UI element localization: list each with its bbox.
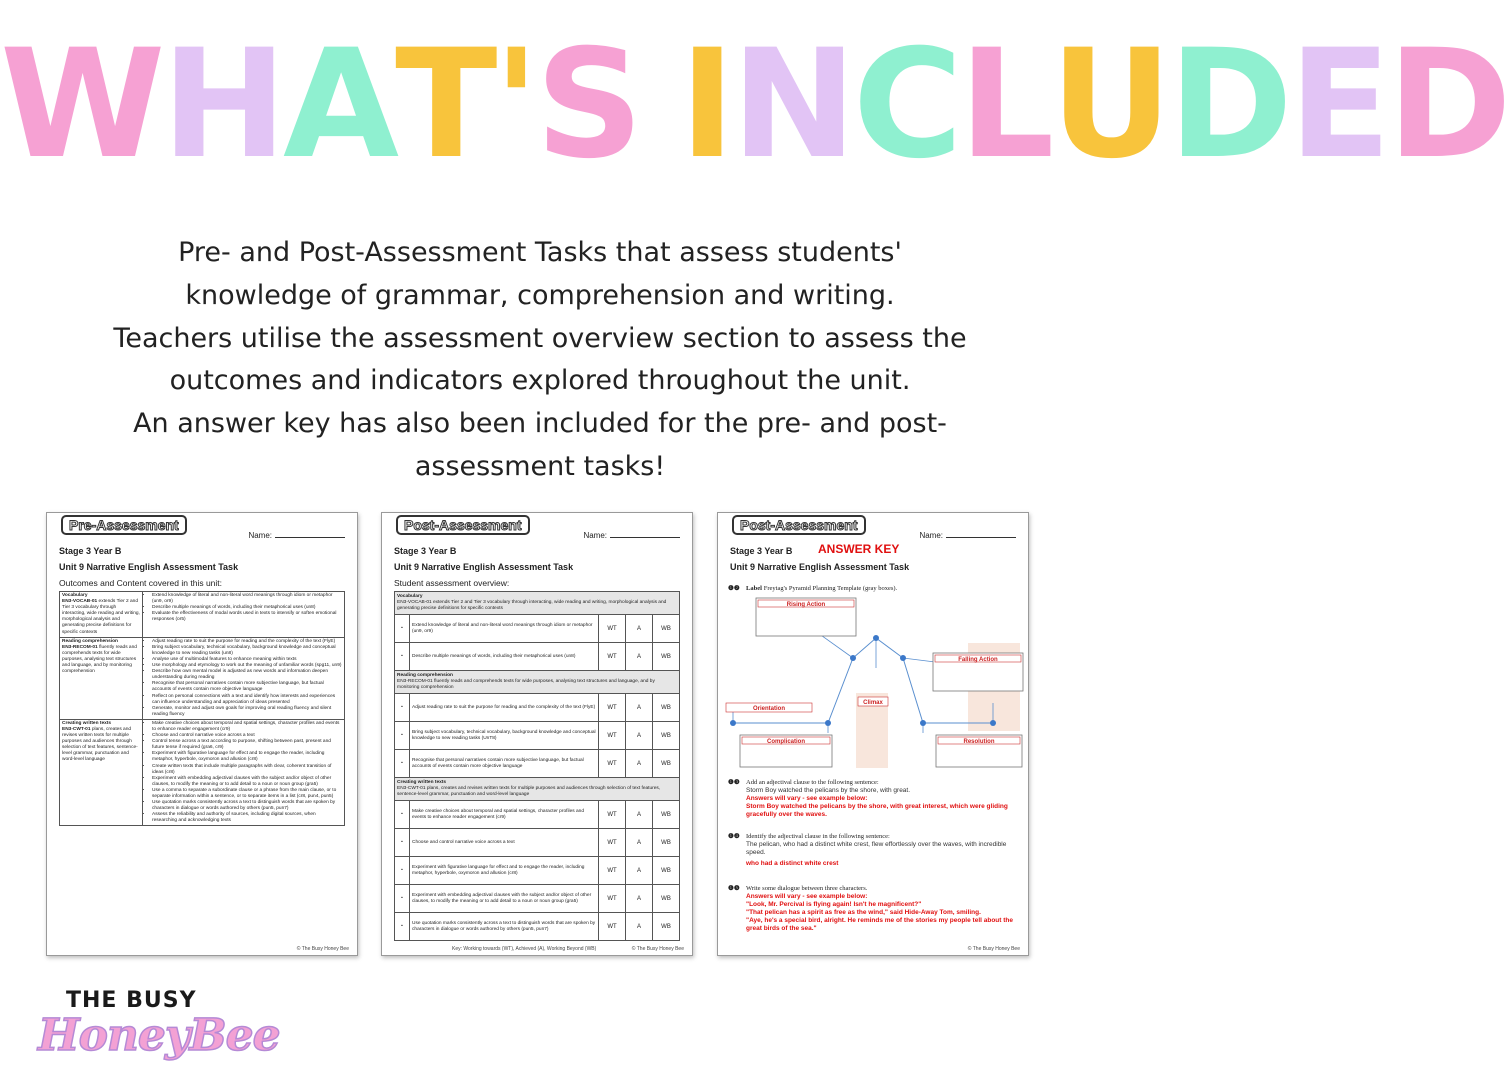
question-4: ❶❹ Identify the adjectival clause in the following sentence: The pelican, who had a distinct white crest, flew effortlessly over the waves, with incredible speed. who had a distinct white crest [728, 833, 1007, 867]
question-5: ❶❺ Write some dialogue between three characters. Answers will vary - see example below: "Look, Mr. Percival is flying again! Isn't he magnificent?" "That pelican has a spirit as free as the wind," said Hide-Away Tom, smiling. "Aye, he's a special bird, alright. He reminds me of the stories my people tell about the great birds of the sea." [728, 885, 1013, 932]
sheet-subtitle: Outcomes and Content covered in this unit: [59, 578, 223, 588]
indicator-row: • Make creative choices about temporal and spatial settings, character profiles and events to enhance reader engagement (cr9) WT A WB [395, 801, 680, 829]
copyright: © The Busy Honey Bee [296, 946, 349, 952]
outcome-row: Reading comprehension EN3-RECOM-01 fluently reads and comprehends texts for wide purposes, analysing text structures and language, and by monitoring comprehension • Adjust reading rate to suit the purpose for reading and the complexity of the text (FlyE) • Bring subject vocabulary, technical vocabulary, background knowledge and conceptual knowledge to new reading tasks (un8) • Analyse use of multimodal features to enhance meaning within texts • Use morphology and etymology to work out the meaning of unfamiliar words (spg11, un9) • Describe how own mental model is adjusted as new words and information deepen understanding during reading • Recognise that personal narratives contain more subjective language, but factual accounts of events contain more objective language • Reflect on personal connections with a text and identify how interests and experiences can influence understanding and appreciation of ideas presented • Generate, monitor and adjust own goals for improving oral reading fluency and silent reading fluency [60, 637, 345, 719]
indicator-row: • Describe multiple meanings of words, including their metaphorical uses (un8) WT A WB [395, 643, 680, 671]
sheet-subtitle: Student assessment overview: [394, 578, 510, 588]
headline-letter: H [161, 18, 284, 192]
headline-letter: L [958, 18, 1051, 192]
diagram-label: Rising Action [786, 602, 826, 608]
indicator-row: • Use quotation marks consistently across a text to distinguish words that are spoken by characters in dialogue or words authored by others (pun5, pun7) WT A WB [395, 913, 680, 941]
sheet-tag: Post-Assessment [396, 515, 530, 535]
description-line: Pre- and Post-Assessment Tasks that assess students' [178, 237, 902, 268]
sheet-tag: Post-Assessment [732, 515, 866, 535]
copyright: © The Busy Honey Bee [967, 946, 1020, 952]
score-key: Key: Working towards (WT), Achieved (A), Working Beyond (WB) [452, 946, 597, 952]
section-header-row: Reading comprehension EN3-RECOM-01 fluently reads and comprehends texts for wide purposes, analysing text structures and language, and by monitoring comprehension [395, 671, 680, 694]
answer-key-label: ANSWER KEY [818, 542, 900, 556]
stage-label: Stage 3 Year B [59, 546, 122, 556]
sheet-tag: Pre-Assessment [61, 515, 187, 535]
post-assessment-sheet [381, 512, 693, 956]
indicator-row: • Choose and control narrative voice across a text WT A WB [395, 829, 680, 857]
indicator-row: • Adjust reading rate to suit the purpose for reading and the complexity of the text (FlyE) WT A WB [395, 694, 680, 722]
description-line: An answer key has also been included for the pre- and post- [133, 408, 947, 440]
headline [0, 18, 1508, 192]
indicator-row: • Experiment with embedding adjectival clauses with the subject and/or object of other clauses, to modify the meaning or to add detail to a noun or noun group (gra5) WT A WB [395, 885, 680, 913]
indicator-row: • Bring subject vocabulary, technical vocabulary, background knowledge and conceptual knowledge to new reading tasks (UnT8) WT A WB [395, 722, 680, 750]
headline-letter: C [852, 18, 959, 192]
question-3: ❶❸ Add an adjectival clause to the following sentence: Storm Boy watched the pelicans by the shore, with great. Answers will vary - see example below: Storm Boy watched the pelicans by the shore, with great interest, which were gliding gracefully over the waves. [728, 779, 1008, 818]
headline-letter: A [283, 18, 396, 192]
freytag-pyramid-diagram [718, 593, 1028, 768]
indicator-row: • Experiment with figurative language for effect and to engage the reader, including metaphor, hyperbole, oxymoron and allusion (cr8) WT A WB [395, 857, 680, 885]
copyright: © The Busy Honey Bee [631, 946, 684, 952]
headline-letter: U [1050, 18, 1169, 192]
diagram-label: Falling Action [958, 657, 998, 663]
description-line: knowledge of grammar, comprehension and writing. [185, 279, 895, 311]
answer-key-sheet [717, 512, 1029, 956]
unit-title: Unit 9 Narrative English Assessment Task [730, 562, 910, 572]
logo-line-1: THE BUSY [66, 988, 197, 1013]
headline-letter: D [1168, 18, 1289, 192]
outcome-row: Creating written texts EN3-CWT-01 plans, creates and revises written texts for multiple purposes and audiences through selection of text features, sentence-level grammar, punctuation and word-level language • Make creative choices about temporal and spatial settings, character profiles and events to enhance reader engagement (cr9) • Choose and control narrative voice across a text • Control tense across a text according to purpose, shifting between past, present and future tense if required (gra6, cr9) • Experiment with figurative language for effect and to engage the reader, including metaphor, hyperbole, oxymoron and allusion (cr8) • Create written texts that include multiple paragraphs with clear, coherent transition of ideas (cr8) • Experiment with embedding adjectival clauses with the subject and/or object of other clauses, to modify the meaning or to add detail to a noun or noun group (gra5) • Use a comma to separate a subordinate clause or a phrase from the main clause, or to separate information within a sentence, or to separate items in a list (cr8, pun4, pun5) • Use quotation marks consistently across a text to distinguish words that are spoken by characters in dialogue or words authored by others (pun5, pun7) • Assess the reliability and authority of sources, including digital sources, when researching and acknowledging texts [60, 719, 345, 826]
description-line: outcomes and indicators explored throughout the unit. [169, 365, 911, 397]
headline-letter: D [1387, 18, 1508, 192]
diagram-label: Climax [863, 700, 883, 706]
unit-title: Unit 9 Narrative English Assessment Task [394, 562, 574, 572]
headline-letter: N [731, 18, 853, 192]
diagram-label: Complication [766, 739, 806, 745]
question-1: ❶❷ Label Freytag's Pyramid Planning Template (gray boxes). [728, 585, 898, 592]
headline-letter: ' [493, 18, 536, 192]
section-header-row: Vocabulary EN3-VOCAB-01 extends Tier 2 and Tier 3 vocabulary through interacting, wide reading and writing, morphological analysis and generating precise definitions for specific contexts [395, 592, 680, 615]
name-field: Name: [248, 531, 345, 540]
headline-letter: T [395, 18, 494, 192]
headline-letter: S [535, 18, 640, 192]
indicator-row: • Recognise that personal narratives contain more subjective language, but factual accounts of events contain more objective language WT A WB [395, 750, 680, 778]
indicator-row: • Extend knowledge of literal and non-literal word meanings through idiom or metaphor (un9, or9) WT A WB [395, 615, 680, 643]
diagram-label: Resolution [963, 739, 995, 745]
description-line: assessment tasks! [414, 450, 666, 482]
pre-assessment-sheet [46, 512, 358, 956]
diagram-label: Orientation [752, 706, 786, 712]
headline-letter: E [1288, 18, 1388, 192]
name-field: Name: [919, 531, 1016, 540]
logo-line-2: HoneyBee [38, 1010, 280, 1061]
headline-letter: W [0, 18, 162, 192]
assessment-overview-table [394, 591, 680, 941]
headline-letter [639, 30, 679, 180]
stage-label: Stage 3 Year B [394, 546, 457, 556]
unit-title: Unit 9 Narrative English Assessment Task [59, 562, 239, 572]
description-line: Teachers utilise the assessment overview section to assess the [113, 322, 967, 354]
outcomes-table [59, 591, 345, 826]
name-field: Name: [583, 531, 680, 540]
outcome-row: Vocabulary EN3-VOCAB-01 extends Tier 2 and Tier 3 vocabulary through interacting, wide reading and writing, morphological analysis and generating precise definitions for specific contexts • Extend knowledge of literal and non-literal word meanings through idiom or metaphor (un9, or9) • Describe multiple meanings of words, including their metaphorical uses (un8) • Evaluate the effectiveness of modal words used in texts to intensify or soften emotional responses (or5) [60, 592, 345, 638]
headline-letter: I [679, 18, 732, 192]
description [60, 232, 1020, 489]
stage-label: Stage 3 Year B [730, 546, 793, 556]
section-header-row: Creating written texts EN3-CWT-01 plans, creates and revises written texts for multiple purposes and audiences through selection of text features, sentence-level grammar, punctuation and word-level language [395, 778, 680, 801]
busy-honey-bee-logo [38, 988, 280, 1068]
